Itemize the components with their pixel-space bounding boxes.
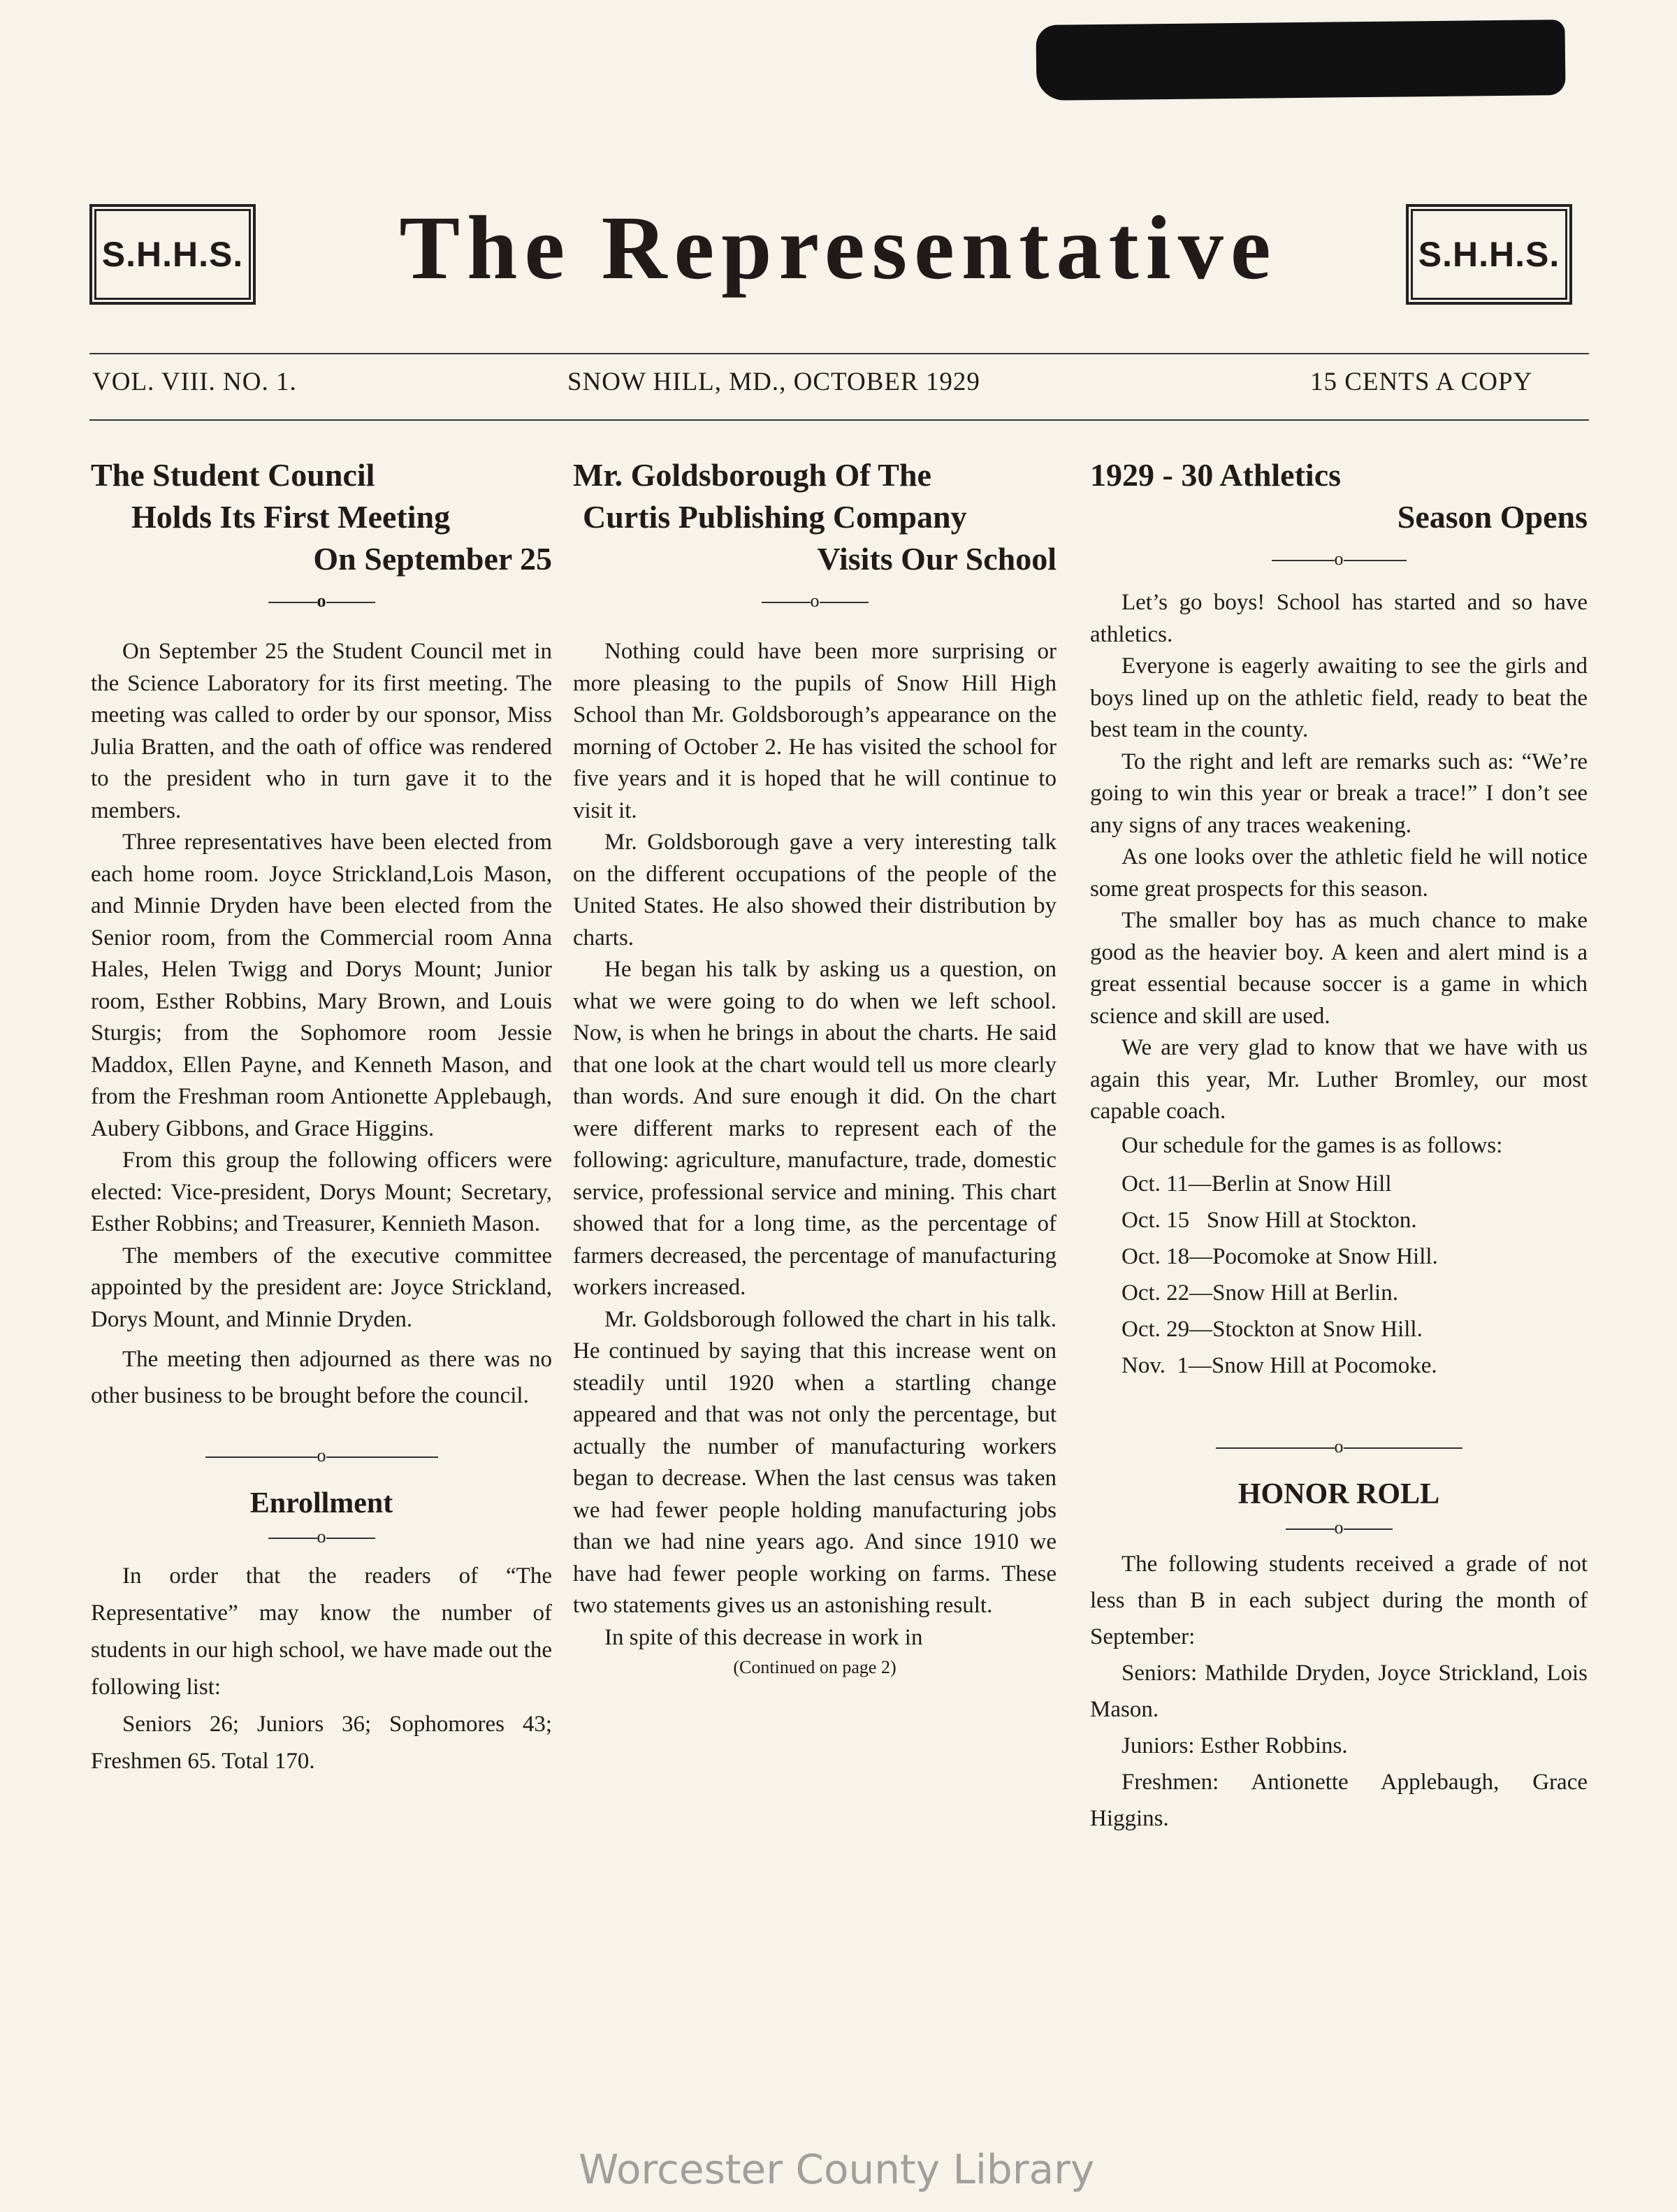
headline-line: Season Opens <box>1397 499 1588 535</box>
badge-right: S.H.H.S. <box>1406 204 1572 305</box>
headline-line: 1929 - 30 Athletics <box>1090 457 1342 493</box>
paragraph: Our schedule for the games is as follows: <box>1121 1132 1503 1158</box>
schedule-item: Oct. 29—Stockton at Snow Hill. <box>1121 1316 1423 1342</box>
watermark: Worcester County Library <box>579 2146 1095 2193</box>
headline-line: The Student Council <box>91 457 375 493</box>
column-goldsborough <box>573 454 1057 1682</box>
paragraph: From this group the following officers were elected: Vice-president, Dorys Mount; Secretary, Esther Robbins; and Treasurer, Kennieth Mason. <box>91 1148 552 1236</box>
dateline: SNOW HILL, MD., OCTOBER 1929 <box>567 368 980 396</box>
paragraph: In spite of this decrease in work in <box>604 1624 923 1650</box>
paragraph: Everyone is eagerly awaiting to see the girls and boys lined up on the athletic field, ready to beat the best team in the county. <box>1090 653 1588 742</box>
volume-number: VOL. VIII. NO. 1. <box>92 368 297 396</box>
headline-line: On September 25 <box>313 541 552 577</box>
paragraph: Seniors: Mathilde Dryden, Joyce Strickland, Lois Mason. <box>1090 1660 1588 1722</box>
headline-line: Visits Our School <box>817 541 1057 577</box>
divider-top <box>89 353 1589 354</box>
paragraph: Mr. Goldsborough gave a very interesting talk on the different occupations of the people of the United States. He also showed their distribution by charts. <box>573 830 1057 950</box>
headline-line: Curtis Publishing Company <box>583 499 967 535</box>
paragraph: Juniors: Esther Robbins. <box>1121 1733 1348 1758</box>
column-student-council <box>91 454 552 1780</box>
paragraph: The smaller boy has as much chance to make good as the heavier boy. A keen and alert mind is a great essential because soccer is a game in which science and skill are used. <box>1090 908 1588 1029</box>
paragraph: Mr. Goldsborough followed the chart in his talk. He continued by saying that this increase went on steadily until 1920 when a startling change appeared and that was not only the percentage, but actually the number of manufacturing workers began to decrease. When the last census was taken we had fewer people holding manufacturing jobs than we had nine years ago. And since 1910 we have had fewer people working on farms. These two statements gives us an astonishing result. <box>573 1306 1057 1618</box>
paragraph: As one looks over the athletic field he will notice some great prospects for this season. <box>1090 844 1588 902</box>
paragraph: Nothing could have been more surprising or more pleasing to the pupils of Snow Hill High School than Mr. Goldsborough’s appearance on the morning of October 2. He has visited the school for five years and it is hoped that he will continue to visit it. <box>573 639 1057 823</box>
newspaper-title: The Representative <box>399 198 1278 298</box>
paragraph: The meeting then adjourned as there was no other business to be brought before the council. <box>91 1347 552 1408</box>
headline <box>91 454 552 580</box>
headline-line: Mr. Goldsborough Of The <box>573 457 931 493</box>
paragraph: The members of the executive committee appointed by the president are: Joyce Strickland, Dorys Mount, and Minnie Dryden. <box>91 1243 552 1332</box>
separator: o <box>1090 1514 1588 1542</box>
game-schedule <box>1090 1166 1588 1384</box>
continued-note: (Continued on page 2) <box>733 1657 896 1677</box>
separator: o <box>91 587 552 615</box>
schedule-item: Nov. 1—Snow Hill at Pocomoke. <box>1121 1352 1437 1378</box>
paragraph: In order that the readers of “The Representative” may know the number of students in our high school, we have made out the following list: <box>91 1563 552 1700</box>
paragraph: Seniors 26; Juniors 36; Sophomores 43; Freshmen 65. Total 170. <box>91 1712 552 1774</box>
paragraph: Let’s go boys! School has started and so have athletics. <box>1090 590 1588 647</box>
schedule-item: Oct. 11—Berlin at Snow Hill <box>1121 1171 1392 1197</box>
schedule-item: Oct. 15 Snow Hill at Stockton. <box>1121 1207 1417 1233</box>
paragraph: On September 25 the Student Council met in the Science Laboratory for its first meeting. The meeting was called to order by our sponsor, Miss Julia Bratten, and the oath of office was rendered to the president who in turn gave it to the members. <box>91 639 552 823</box>
paragraph: Three representatives have been elected from each home room. Joyce Strickland,Lois Mason, and Minnie Dryden have been elected from the Senior room, from the Commercial room Anna Hales, Helen Twigg and Dorys Mount; Junior room, Esther Robbins, Mary Brown, and Louis Sturgis; from the Sophomore room Jessie Maddox, Ellen Payne, and Kenneth Mason, and from the Freshman room Antionette Applebaugh, Aubery Gibbons, and Grace Higgins. <box>91 830 552 1141</box>
paragraph: Freshmen: Antionette Applebaugh, Grace Higgins. <box>1090 1769 1588 1831</box>
headline <box>1090 454 1588 538</box>
separator: o <box>573 587 1057 615</box>
paragraph: The following students received a grade of not less than B in each subject during the month of September: <box>1090 1551 1588 1649</box>
paragraph: We are very glad to know that we have with us again this year, Mr. Luther Bromley, our most capable coach. <box>1090 1035 1588 1124</box>
column-athletics <box>1090 454 1588 1837</box>
paragraph: He began his talk by asking us a question, on what we were going to do when we left school. Now, is when he brings in about the charts. He said that one look at the chart would tell us more clearly than words. And sure enough it did. On the chart were different marks to represent each of the following: agriculture, manufacture, trade, domestic service, professional service and mining. This chart showed that for a long time, as the percentage of farmers decreased, the percentage of manufacturing workers increased. <box>573 957 1057 1300</box>
headline-line: Holds Its First Meeting <box>131 499 451 535</box>
schedule-item: Oct. 18—Pocomoke at Snow Hill. <box>1121 1243 1438 1269</box>
schedule-item: Oct. 22—Snow Hill at Berlin. <box>1121 1280 1398 1306</box>
paragraph: To the right and left are remarks such as: “We’re going to win this year or break a trace!” I don’t see any signs of any traces weakening. <box>1090 749 1588 838</box>
separator: o <box>1090 1433 1588 1461</box>
redaction-mark <box>1036 20 1565 101</box>
separator: o <box>1090 545 1588 573</box>
section-title-honor-roll: HONOR ROLL <box>1237 1477 1440 1510</box>
section-title-enrollment: Enrollment <box>249 1487 393 1519</box>
badge-left: S.H.H.S. <box>89 204 256 305</box>
price: 15 CENTS A COPY <box>1310 368 1533 396</box>
separator: o <box>91 1442 552 1470</box>
headline <box>573 454 1057 580</box>
divider-bottom <box>89 419 1589 421</box>
separator: o <box>91 1523 552 1551</box>
